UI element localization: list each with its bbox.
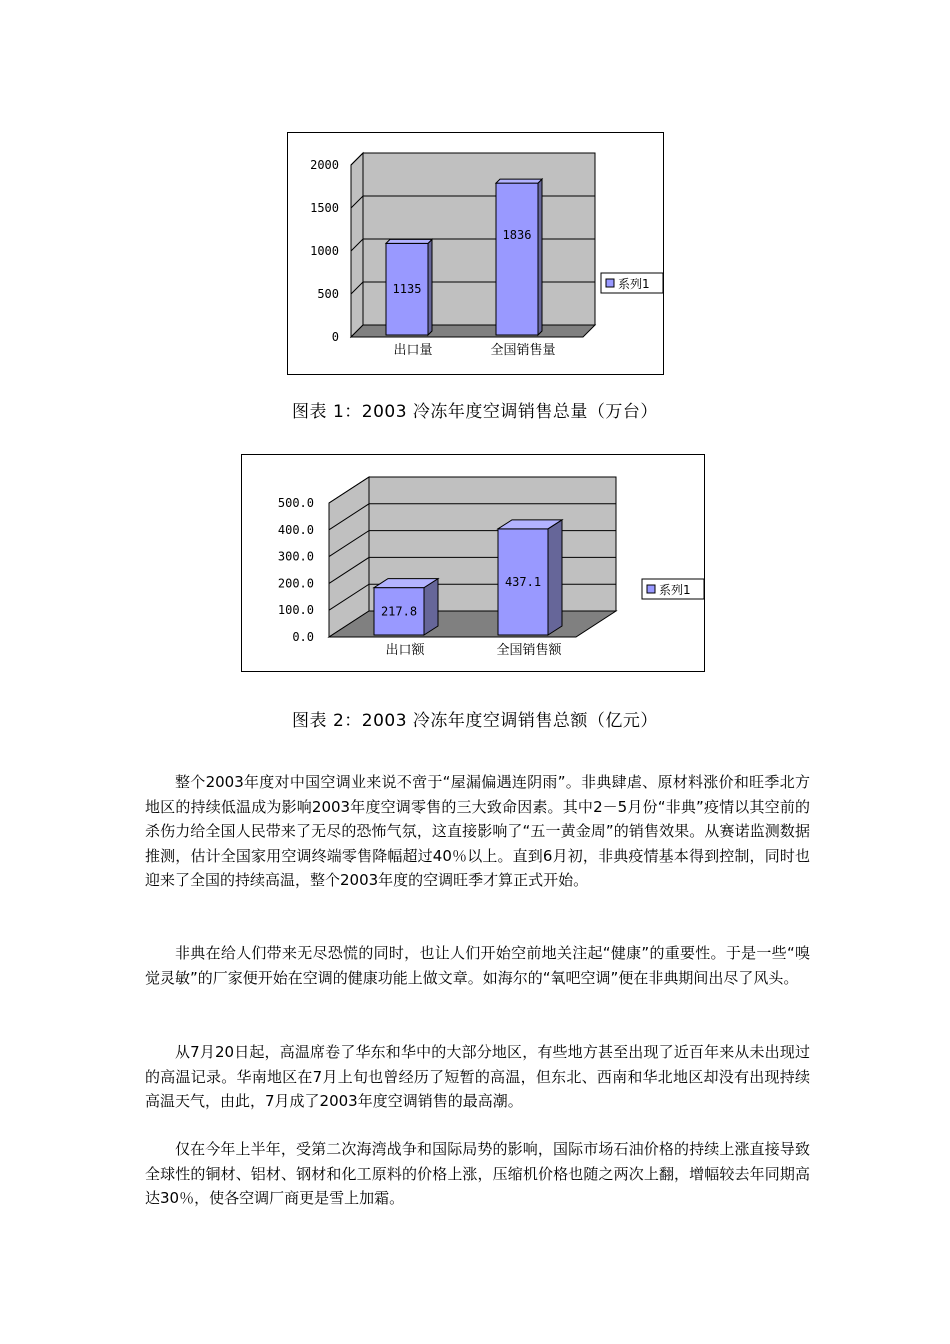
x-category-label: 全国销售量 bbox=[490, 343, 556, 358]
bar-side bbox=[428, 239, 432, 335]
y-tick-label: 0 bbox=[331, 330, 339, 344]
x-category-label: 出口额 bbox=[385, 643, 425, 658]
y-tick-label: 200.0 bbox=[277, 576, 314, 591]
y-tick-label: 2000 bbox=[310, 158, 339, 172]
y-tick-label: 0.0 bbox=[292, 630, 314, 644]
bar-side bbox=[538, 179, 542, 335]
chart-2-plot bbox=[242, 455, 706, 673]
bar-data-label: 217.8 bbox=[380, 604, 418, 619]
y-tick-label: 400.0 bbox=[277, 522, 314, 537]
chart-2-caption: 图表 2：2003 冷冻年度空调销售总额（亿元） bbox=[292, 711, 658, 731]
legend-swatch bbox=[606, 279, 614, 287]
paragraph-2: 非典在给人们带来无尽恐慌的同时，也让人们开始空前地关注起“健康”的重要性。于是一些“嗅觉灵敏”的厂家便开始在空调的健康功能上做文章。如海尔的“氧吧空调”便在非典期间出尽了风头。 bbox=[145, 944, 810, 987]
chart-1 bbox=[287, 132, 664, 375]
bar-top bbox=[496, 179, 542, 183]
legend-label: 系列1 bbox=[618, 277, 650, 291]
chart-2 bbox=[241, 454, 705, 672]
y-tick-label: 1000 bbox=[310, 244, 339, 258]
bar-front bbox=[496, 183, 538, 335]
x-category-label: 全国销售额 bbox=[496, 643, 562, 658]
chart-1-plot bbox=[288, 133, 665, 376]
legend-label: 系列1 bbox=[659, 583, 691, 597]
y-tick-label: 500 bbox=[317, 287, 339, 301]
y-tick-label: 100.0 bbox=[277, 603, 314, 618]
bar-side bbox=[548, 520, 562, 635]
bar-data-label: 437.1 bbox=[504, 574, 542, 589]
x-category-label: 出口量 bbox=[393, 343, 433, 358]
bar-data-label: 1135 bbox=[392, 282, 422, 297]
paragraph-3: 从7月20日起，高温席卷了华东和华中的大部分地区，有些地方甚至出现了近百年来从未出现过的高温记录。华南地区在7月上旬也曾经历了短暂的高温，但东北、西南和华北地区却没有出现持续高温天气，由此，7月成了2003年度空调销售的最高潮。 bbox=[145, 1043, 810, 1110]
y-tick-label: 1500 bbox=[310, 201, 339, 215]
bar-side bbox=[424, 579, 438, 635]
bar-data-label: 1836 bbox=[502, 228, 532, 243]
y-tick-label: 300.0 bbox=[277, 549, 314, 564]
chart-1-caption: 图表 1：2003 冷冻年度空调销售总量（万台） bbox=[292, 402, 658, 422]
chart-side-wall bbox=[329, 477, 369, 637]
legend-swatch bbox=[647, 585, 655, 593]
paragraph-1: 整个2003年度对中国空调业来说不啻于“屋漏偏遇连阴雨”。非典肆虐、原材料涨价和旺季北方地区的持续低温成为影响2003年度空调零售的三大致命因素。其中2－5月份“非典”疫情以其空前的杀伤力给全国人民带来了无尽的恐怖气氛，这直接影响了“五一黄金周”的销售效果。从赛诺监测数据推测，估计全国家用空调终端零售降幅超过40％以上。直到6月初，非典疫情基本得到控制，同时也迎来了全国的持续高温，整个2003年度的空调旺季才算正式开始。 bbox=[145, 773, 810, 889]
chart-floor bbox=[329, 611, 616, 637]
y-tick-label: 500.0 bbox=[277, 496, 314, 510]
paragraph-4: 仅在今年上半年，受第二次海湾战争和国际局势的影响，国际市场石油价格的持续上涨直接导致全球性的铜材、铝材、钢材和化工原料的价格上涨，压缩机价格也随之两次上翻，增幅较去年同期高达30％，使各空调厂商更是雪上加霜。 bbox=[145, 1140, 810, 1207]
bar-top bbox=[386, 239, 432, 243]
